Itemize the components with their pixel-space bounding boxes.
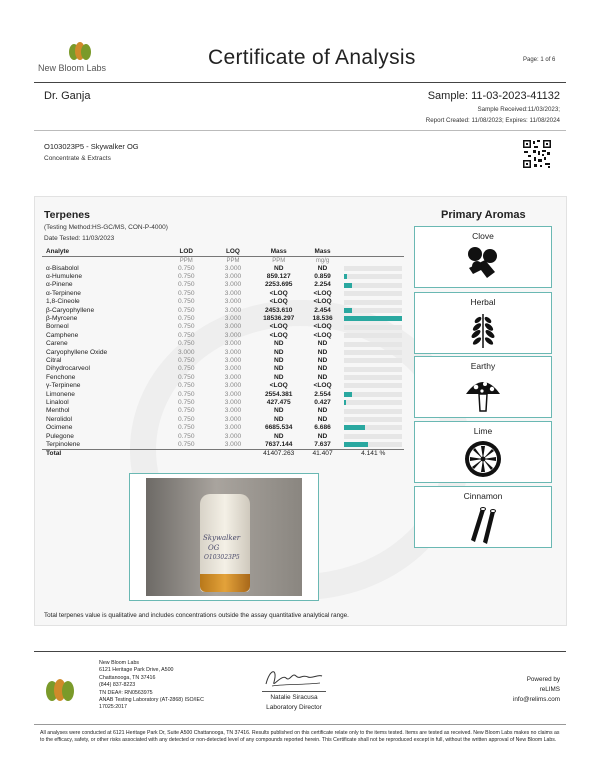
table-row [42,323,404,331]
lod-cell: 0.750 [178,440,195,448]
concentration-bar [344,442,368,447]
address-line: ANAB Testing Laboratory (AT-2868) ISO/IEC [99,697,204,704]
unit-analyte [42,256,161,265]
table-row [42,432,404,440]
loq-cell: 3.000 [224,298,242,306]
analyte-cell: Fenchone [46,373,76,381]
bar-cell [342,432,404,440]
bar-track [344,300,402,305]
loq-cell: 3.000 [224,315,242,323]
powered-by-name: reLIMS [539,686,560,693]
disclaimer-divider [34,724,566,725]
mass-mgg-cell: ND [317,415,328,423]
lod-cell: 0.750 [178,323,195,331]
lod-cell: 0.750 [178,398,195,406]
mass-ppm-cell: <LOQ [269,289,288,297]
jar-label-2: OG [208,544,220,552]
bar-track [344,409,402,414]
total-ppm: 41407.263 [255,449,303,458]
header-mass-mgg: Mass [303,247,343,256]
brand-name: New Bloom Labs [38,63,107,73]
lod-cell: 0.750 [178,424,195,432]
signature-line [262,691,326,692]
table-row [42,382,404,390]
analyte-cell: Linalool [46,398,69,406]
mass-ppm-cell: 2554.381 [264,390,293,398]
table-row [42,265,404,273]
analyte-cell: α-Bisabolol [46,264,79,272]
mass-ppm-cell: ND [273,340,284,348]
analyte-cell: Dihydrocarveol [46,365,90,373]
lod-cell: 0.750 [178,281,195,289]
mass-mgg-cell: ND [317,264,328,272]
unit-ppm: PPM [272,257,286,264]
mass-ppm-cell: ND [273,348,284,356]
loq-cell: 3.000 [224,382,242,390]
concentration-bar [344,274,347,279]
terpenes-title: Terpenes [44,209,90,221]
loq-cell: 3.000 [224,323,242,331]
jar-label-3: O103023P5 [204,554,240,561]
bar-cell [342,374,404,382]
bar-track [344,274,402,279]
jar-base [200,574,250,592]
table-row [42,424,404,432]
lime-icon [463,439,503,479]
bar-cell [342,348,404,356]
mass-ppm-cell: 427.475 [266,398,291,406]
cinnamon-icon [463,504,503,546]
total-mgg: 41.407 [303,449,343,458]
bar-cell [342,273,404,281]
total-lod [161,449,211,458]
header-analyte: Analyte [42,247,161,256]
mass-ppm-cell: ND [273,264,284,272]
bar-track [344,367,402,372]
address-line: (844) 837-8223 [99,682,136,689]
lod-cell: 0.750 [178,390,195,398]
table-row [42,374,404,382]
mass-ppm-cell: ND [273,356,284,364]
mass-mgg-cell: ND [317,432,328,440]
unit-mgg: mg/g [315,257,330,264]
aroma-label: Herbal [470,297,496,307]
mass-mgg-cell: 6.686 [314,424,331,432]
header-loq: LOQ [211,247,255,256]
mass-mgg-cell: 0.859 [314,273,331,281]
bar-track [344,308,402,313]
bar-track [344,266,402,271]
mushroom-icon [463,374,503,414]
analyte-cell: α-Terpinene [46,289,81,297]
loq-cell: 3.000 [224,432,242,440]
bloom-logo-icon [40,677,80,703]
bar-track [344,442,402,447]
bloom-logo-icon [60,40,100,62]
bar-cell [342,340,404,348]
bar-track [344,350,402,355]
signature [262,664,326,692]
bar-cell [342,416,404,424]
mass-ppm-cell: 2253.695 [264,281,293,289]
analyte-cell: α-Humulene [46,273,83,281]
herb-icon [468,310,498,350]
concentration-bar [344,425,365,430]
bar-cell [342,424,404,432]
table-row [42,332,404,340]
logo [60,40,100,64]
bar-track [344,283,402,288]
loq-cell: 3.000 [224,373,242,381]
bar-track [344,400,402,405]
lod-cell: 0.750 [178,264,195,272]
address-line: 17025:2017 [99,704,127,711]
lod-cell: 0.750 [178,365,195,373]
table-row [42,407,404,415]
loq-cell: 3.000 [224,356,242,364]
sample-received: Sample Received:11/03/2023; [477,106,560,113]
mass-ppm-cell: ND [273,373,284,381]
mass-mgg-cell: ND [317,407,328,415]
aroma-label: Lime [473,426,493,436]
mass-mgg-cell: <LOQ [313,289,332,297]
analyte-cell: Menthol [46,407,70,415]
table-row [42,348,404,356]
product-category: Concentrate & Extracts [44,155,111,162]
bar-track [344,434,402,439]
mass-ppm-cell: ND [273,407,284,415]
header-lod: LOD [161,247,211,256]
loq-cell: 3.000 [224,273,242,281]
bar-cell [342,332,404,340]
bar-track [344,375,402,380]
address-line: New Bloom Labs [99,660,140,666]
bar-cell [342,281,404,289]
loq-cell: 3.000 [224,390,242,398]
client-name: Dr. Ganja [44,90,91,102]
analyte-cell: β-Caryophyllene [46,306,95,314]
aroma-card-herbal [414,292,552,354]
loq-cell: 3.000 [224,331,242,339]
total-label: Total [42,449,161,458]
bar-cell [342,365,404,373]
table-row [42,441,404,450]
signature-image [262,664,326,692]
table-row [42,315,404,323]
address-line: Chattanooga, TN 37416 [99,674,156,681]
mass-ppm-cell: 7637.144 [264,440,293,448]
mass-ppm-cell: ND [273,365,284,373]
mass-ppm-cell: 6685.534 [264,424,293,432]
qr-code [522,139,552,169]
bar-track [344,417,402,422]
aroma-label: Clove [472,231,494,241]
table-row [42,390,404,398]
footer-logo [40,677,80,703]
bar-cell [342,298,404,306]
terpenes-table [42,247,404,458]
analyte-cell: Citral [46,356,62,364]
mass-mgg-cell: 7.637 [314,440,331,448]
loq-cell: 3.000 [224,281,242,289]
lod-cell: 0.750 [178,415,195,423]
mass-mgg-cell: ND [317,365,328,373]
analyte-cell: Limonene [46,390,75,398]
address-line: 6121 Heritage Park Drive, A500 [99,667,174,674]
analyte-cell: Pulegone [46,432,74,440]
header-bar [342,247,404,256]
table-row [42,306,404,314]
loq-cell: 3.000 [224,365,242,373]
date-tested: Date Tested: 11/03/2023 [44,235,115,242]
mass-mgg-cell: 2.554 [314,390,331,398]
contact-email[interactable]: info@relims.com [513,696,560,703]
analyte-cell: Terpinolene [46,440,81,448]
bar-cell [342,407,404,415]
loq-cell: 3.000 [224,424,242,432]
lod-cell: 0.750 [178,306,195,314]
concentration-bar [344,400,346,405]
table-row [42,281,404,289]
lod-cell: 0.750 [178,289,195,297]
bar-cell [342,382,404,390]
mass-mgg-cell: <LOQ [313,298,332,306]
bar-cell [342,315,404,323]
analyte-cell: γ-Terpinene [46,382,81,390]
aroma-card-earthy [414,356,552,418]
loq-cell: 3.000 [224,306,242,314]
analyte-cell: Ocimene [46,424,73,432]
loq-cell: 3.000 [224,407,242,415]
mass-mgg-cell: 18.536 [312,315,333,323]
bar-track [344,342,402,347]
lod-cell: 0.750 [178,373,195,381]
total-row [42,449,404,458]
lod-cell: 0.750 [178,315,195,323]
loq-cell: 3.000 [224,264,242,272]
unit-bar [342,256,404,265]
bar-track [344,325,402,330]
testing-method: (Testing Method:HS-GC/MS, CON-P-4000) [44,224,168,231]
mass-mgg-cell: ND [317,356,328,364]
bar-track [344,383,402,388]
analyte-cell: β-Myrcene [46,315,78,323]
primary-aromas-title: Primary Aromas [441,209,526,221]
report-dates: Report Created: 11/08/2023; Expires: 11/08/2024 [425,117,560,124]
analyte-cell: α-Pinene [46,281,73,289]
total-percent: 4.141 % [342,449,404,458]
bar-cell [342,323,404,331]
loq-cell: 3.000 [224,348,242,356]
bar-cell [342,306,404,314]
jar-label-1: Skywalker [203,534,241,542]
page-number: Page: 1 of 6 [523,57,556,63]
bar-track [344,425,402,430]
mass-mgg-cell: <LOQ [313,382,332,390]
mass-ppm-cell: 859.127 [266,273,291,281]
bar-cell [342,390,404,398]
analyte-cell: Nerolidol [46,415,73,423]
analyte-cell: Carene [46,340,68,348]
mass-ppm-cell: <LOQ [269,298,288,306]
bar-cell [342,441,404,450]
analyte-cell: Caryophyllene Oxide [46,348,108,356]
mass-mgg-cell: ND [317,340,328,348]
header-mass-ppm: Mass [255,247,303,256]
aroma-card-lime [414,421,552,483]
mass-ppm-cell: ND [273,415,284,423]
footnote: Total terpenes value is qualitative and includes concentrations outside the assay quantitative analytical range. [44,612,349,619]
concentration-bar [344,316,402,321]
concentration-bar [344,283,351,288]
footer-divider [34,651,566,652]
powered-by-label: Powered by [526,676,560,683]
lod-cell: 0.750 [178,331,195,339]
mass-mgg-cell: <LOQ [313,331,332,339]
mass-mgg-cell: ND [317,373,328,381]
signer-name: Natalie Siracusa [270,694,318,701]
concentration-bar [344,392,352,397]
mass-mgg-cell: <LOQ [313,323,332,331]
signer-title: Laboratory Director [266,704,322,711]
qr-code-icon [522,139,552,169]
clove-icon [463,244,503,282]
total-loq [211,449,255,458]
loq-cell: 3.000 [224,398,242,406]
powered-by [513,675,560,705]
table-row [42,416,404,424]
mass-ppm-cell: 2453.610 [264,306,293,314]
lod-cell: 0.750 [178,298,195,306]
mass-ppm-cell: 18536.297 [263,315,295,323]
mass-ppm-cell: <LOQ [269,382,288,390]
bar-track [344,358,402,363]
disclaimer: All analyses were conducted at 6121 Heritage Park Dr, Suite A500 Chattanooga, TN 37416. Results published on this certificate relate only to the items tested. Items are tested as received. New Bloom Labs makes no claims as to the efficacy, safety, or other risks associated with any detected or non-detected level of any compounds reported herein. This Certificate shall not be reproduced except in full, without the written approval of New Bloom Labs. [40,730,560,744]
table-row [42,298,404,306]
bar-cell [342,290,404,298]
table-row [42,365,404,373]
lod-cell: 0.750 [178,340,195,348]
bar-cell [342,265,404,273]
loq-cell: 3.000 [224,440,242,448]
bar-track [344,291,402,296]
lod-cell: 0.750 [178,382,195,390]
lod-cell: 0.750 [178,273,195,281]
loq-cell: 3.000 [224,289,242,297]
aroma-label: Earthy [470,361,496,371]
bar-cell [342,399,404,407]
product-name: O103023P5 - Skywalker OG [44,142,139,151]
sample-id: Sample: 11-03-2023-41132 [427,90,560,102]
address-line: TN DEA#: RN0563975 [99,689,153,696]
mass-mgg-cell: 2.254 [314,281,331,289]
analyte-cell: 1,8-Cineole [46,298,80,306]
aroma-label: Cinnamon [463,491,503,501]
bar-track [344,316,402,321]
mass-mgg-cell: 0.427 [314,398,331,406]
sample-photo [146,478,302,596]
analyte-cell: Camphene [46,331,79,339]
concentration-bar [344,308,352,313]
bar-cell [342,357,404,365]
table-header-row [42,247,404,256]
table-row [42,357,404,365]
header-divider [34,82,566,83]
unit-loq: PPM [226,257,240,264]
bar-track [344,333,402,338]
aroma-card-cinnamon [414,486,552,548]
mass-ppm-cell: <LOQ [269,331,288,339]
table-row [42,273,404,281]
client-divider [34,130,566,131]
loq-cell: 3.000 [224,340,242,348]
aroma-card-clove [414,226,552,288]
table-row [42,399,404,407]
unit-lod: PPM [179,257,193,264]
table-row [42,290,404,298]
mass-ppm-cell: <LOQ [269,323,288,331]
lod-cell: 0.750 [178,356,195,364]
analyte-cell: Borneol [46,323,69,331]
bar-track [344,392,402,397]
document-title: Certificate of Analysis [208,46,416,69]
lod-cell: 3.000 [178,348,195,356]
mass-mgg-cell: 2.454 [314,306,331,314]
table-row [42,340,404,348]
lod-cell: 0.750 [178,407,195,415]
mass-mgg-cell: ND [317,348,328,356]
lab-address [99,660,204,712]
units-row [42,256,404,265]
mass-ppm-cell: ND [273,432,284,440]
loq-cell: 3.000 [224,415,242,423]
lod-cell: 0.750 [178,432,195,440]
